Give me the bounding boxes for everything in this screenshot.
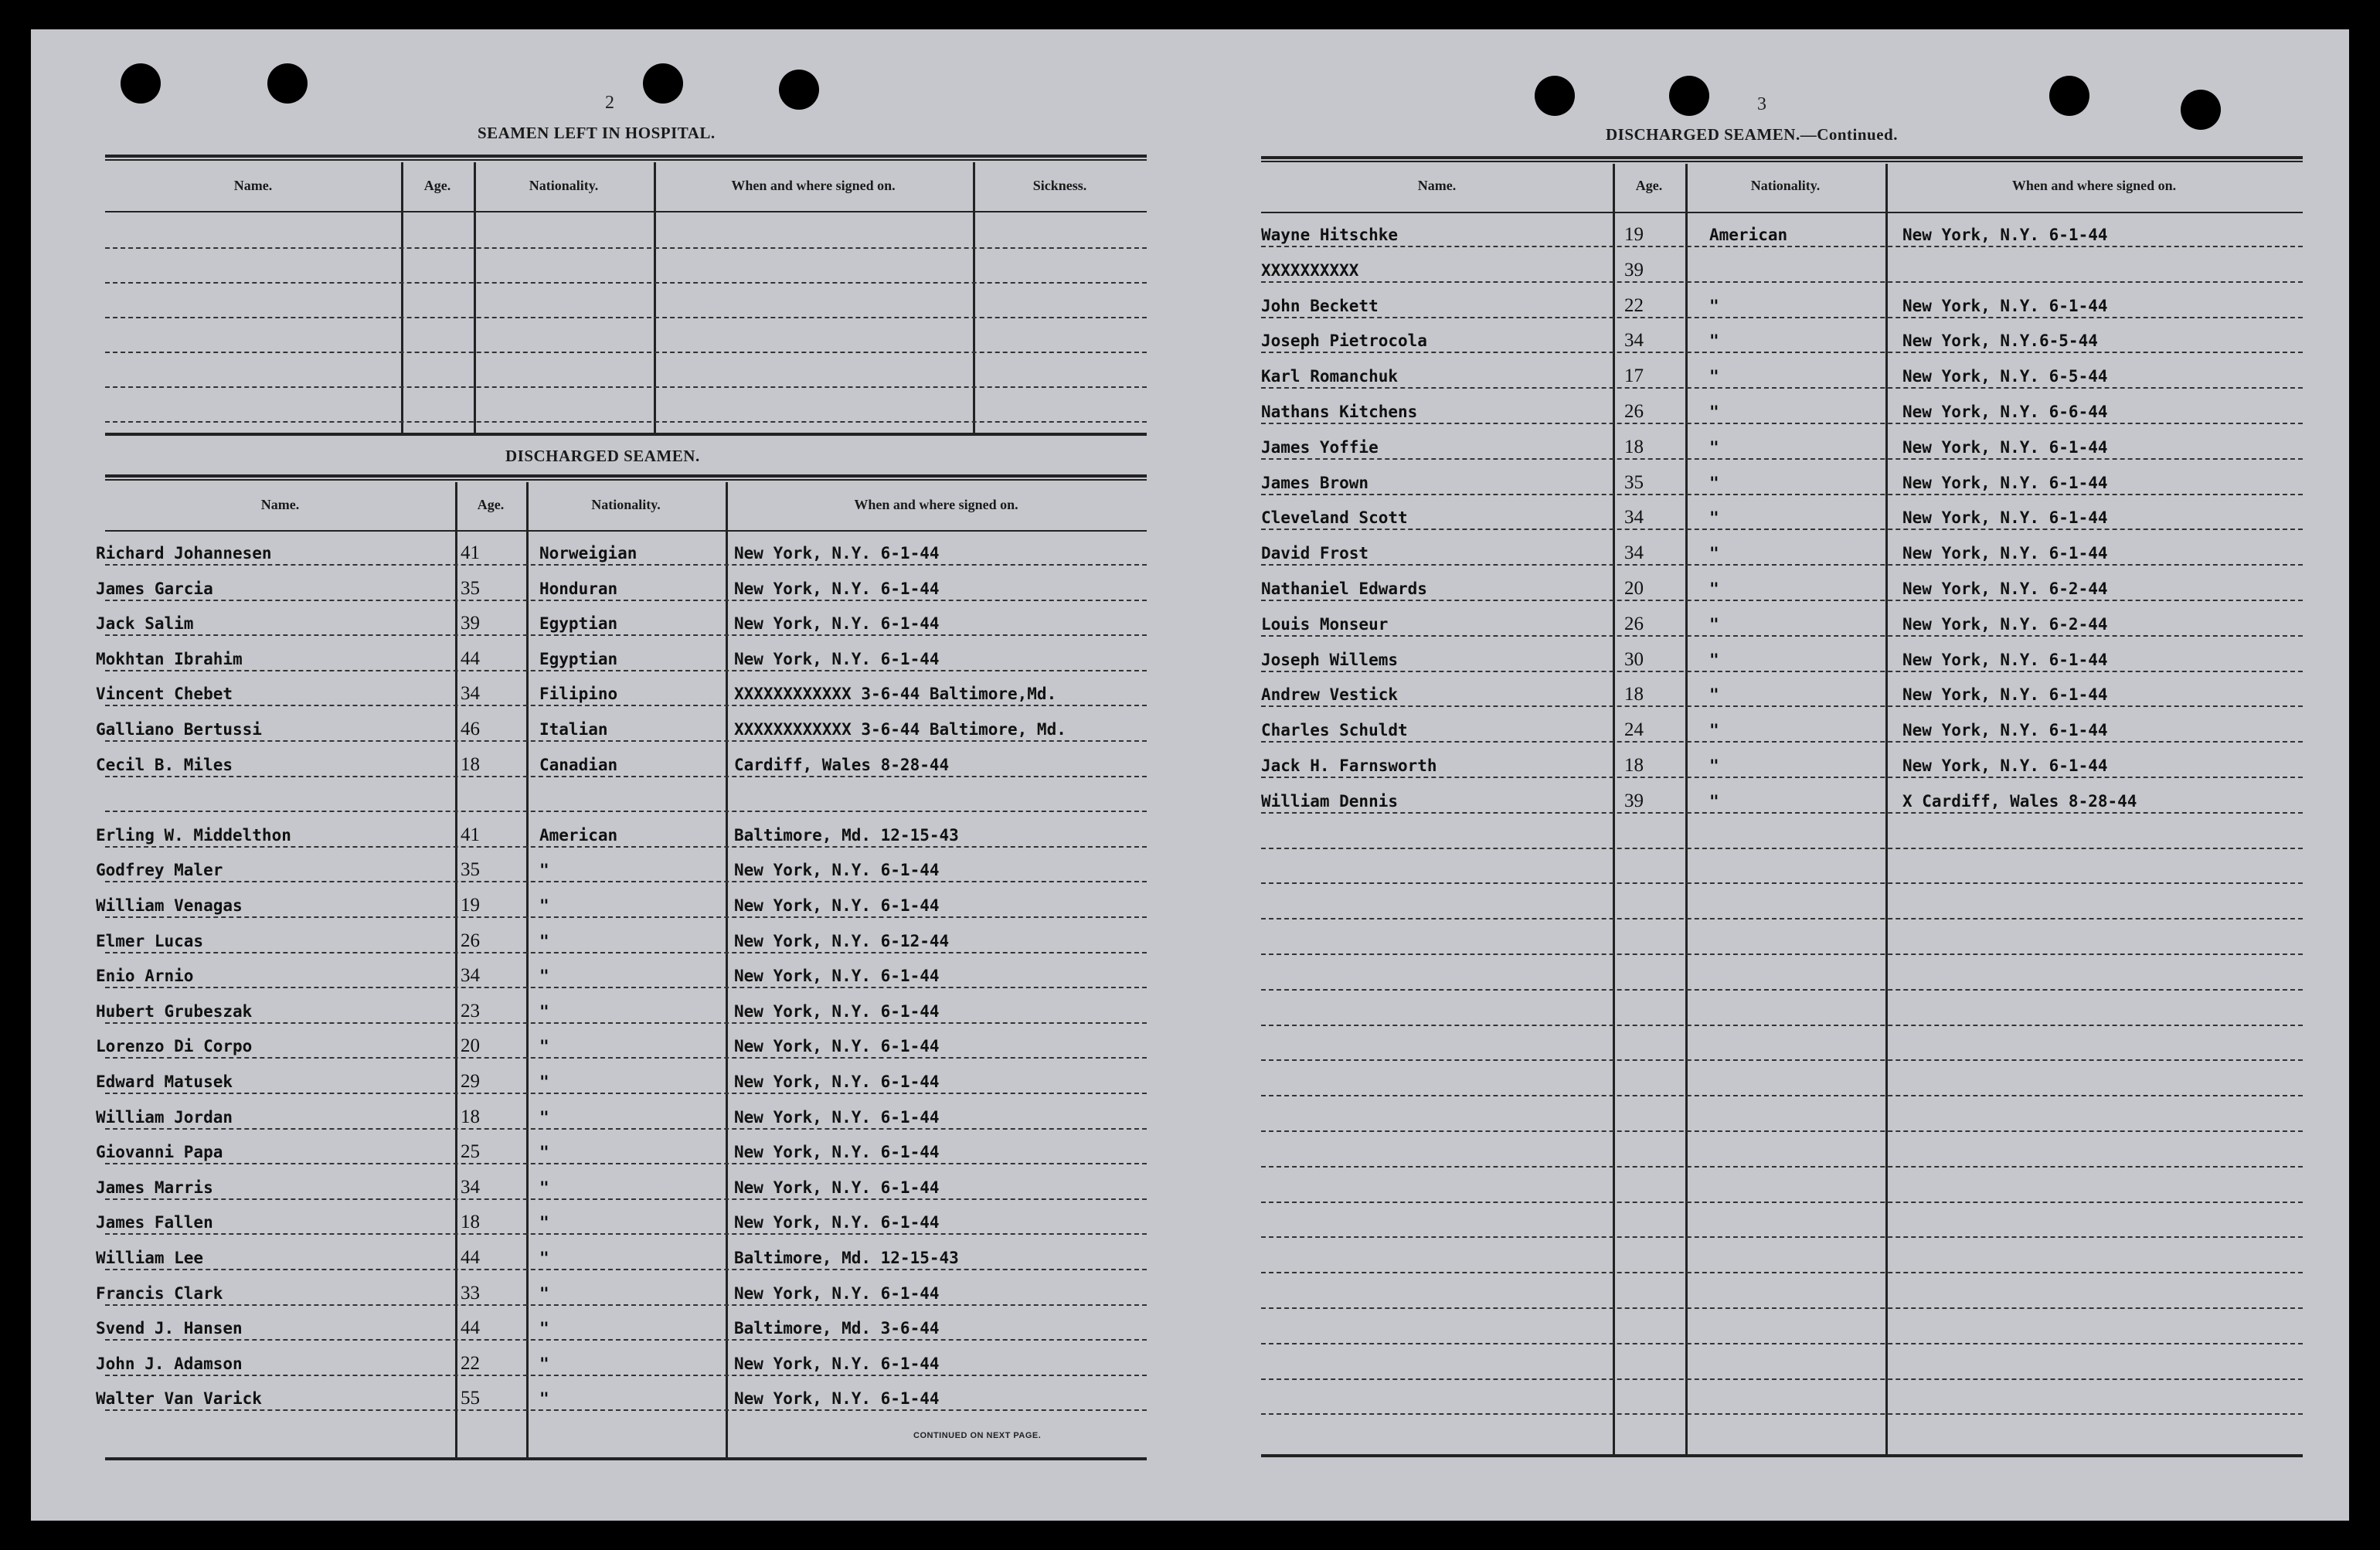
ruled-line [1261,494,2303,495]
ruled-line [105,776,1147,777]
cell-name: Joseph Willems [1261,650,1399,669]
cell-nat: " [1709,544,1719,563]
cell-when: Baltimore, Md. 12-15-43 [734,825,959,845]
cell-nat: " [1709,296,1719,315]
cell-age: 17 [1624,365,1644,387]
ruled-line [1261,1378,2303,1380]
punch-hole [121,63,161,104]
cell-name: Enio Arnio [96,967,194,986]
cell-name: Richard Johannesen [96,544,272,563]
cell-name: Edward Matusek [96,1072,233,1091]
cell-nat: " [539,1389,549,1409]
cell-when: New York, N.Y. 6-1-44 [1902,296,2108,315]
ruled-line [1261,1059,2303,1061]
ruled-line [105,1128,1147,1130]
punch-hole [1669,76,1709,116]
ruled-line [1261,1025,2303,1026]
cell-when: New York, N.Y. 6-1-44 [734,1213,940,1232]
col-header-nationality: Nationality. [591,497,661,512]
cell-name: Cleveland Scott [1261,508,1408,528]
cell-when: New York, N.Y. 6-1-44 [734,1178,940,1197]
cell-nat: Canadian [539,755,618,774]
cell-age: 22 [461,1352,480,1374]
cell-age: 29 [461,1071,480,1092]
cell-age: 39 [1624,259,1644,280]
cell-when: XXXXXXXXXXXX 3-6-44 Baltimore, Md. [734,720,1066,739]
cell-name: William Jordan [96,1107,233,1127]
cell-nat: " [539,861,549,880]
rule [1261,161,2303,162]
ruled-line [105,600,1147,601]
cell-age: 35 [461,859,480,881]
cell-nat: American [539,825,618,845]
cell-when: New York, N.Y. 6-1-44 [1902,226,2108,244]
cell-when: New York, N.Y. 6-1-44 [734,1389,940,1409]
cell-age: 19 [461,895,480,916]
ruled-line [105,1057,1147,1059]
ruled-line [105,1198,1147,1200]
cell-name: Hubert Grubeszak [96,1001,253,1021]
cell-name: XXXXXXXXXX [1261,260,1359,280]
cell-nat: " [1709,756,1719,775]
ruled-line [105,1093,1147,1094]
column-divider [1885,164,1888,1456]
ruled-line [1261,918,2303,919]
col-header-age: Age. [423,178,451,193]
rule [105,474,1147,478]
cell-age: 44 [461,1247,480,1268]
cell-nat: " [539,1107,549,1127]
cell-nat: Egyptian [539,649,618,668]
rule [1261,156,2303,159]
cell-name: Giovanni Papa [96,1143,223,1162]
hospital-section-title: SEAMEN LEFT IN HOSPITAL. [478,124,716,142]
cell-when: New York, N.Y.6-5-44 [1902,331,2098,351]
cell-when: New York, N.Y. 6-1-44 [1902,437,2108,457]
column-divider [474,162,476,433]
cell-when: New York, N.Y. 6-1-44 [734,1354,940,1373]
ruled-line [1261,882,2303,884]
ruled-line [1261,1272,2303,1273]
ruled-line [1261,281,2303,283]
cell-when: New York, N.Y. 6-1-44 [1902,721,2108,740]
cell-age: 26 [1624,401,1644,422]
cell-name: Godfrey Maler [96,861,223,880]
cell-nat: " [539,931,549,950]
ruled-line [105,952,1147,953]
punch-hole [2049,76,2089,116]
cell-name: Charles Schuldt [1261,721,1408,740]
cell-name: Mokhtan Ibrahim [96,649,243,668]
cell-nat: " [539,1037,549,1056]
ruled-line [105,670,1147,671]
continued-note: CONTINUED ON NEXT PAGE. [913,1431,1042,1440]
ruled-line [105,317,1147,318]
cell-nat: " [1709,721,1719,740]
ruled-line [105,740,1147,742]
rule [105,1457,1147,1460]
cell-when: New York, N.Y. 6-2-44 [1902,580,2108,598]
cell-age: 22 [1624,294,1644,316]
cell-name: Nathaniel Edwards [1261,580,1427,598]
cell-age: 33 [461,1282,480,1304]
cell-nat: " [539,1072,549,1091]
cell-nat: " [539,1249,549,1267]
cell-when: New York, N.Y. 6-1-44 [734,614,940,634]
discharged-continued-title: DISCHARGED SEAMEN.—Continued. [1606,125,1898,144]
cell-nat: Egyptian [539,614,618,634]
cell-when: New York, N.Y. 6-1-44 [734,861,940,880]
ruled-line [1261,777,2303,778]
cell-name: William Lee [96,1249,204,1267]
ruled-line [105,1375,1147,1376]
cell-age: 41 [461,542,480,563]
rule [1261,212,2303,213]
cell-name: Wayne Hitschke [1261,226,1399,244]
ruled-line [105,811,1147,812]
ruled-line [105,1304,1147,1306]
cell-nat: " [1709,685,1719,705]
col-header-name: Name. [233,178,273,193]
cell-name: Svend J. Hansen [96,1319,243,1338]
document-sheet [31,29,2349,1521]
cell-nat: Norweigian [539,544,638,563]
cell-age: 44 [461,1317,480,1339]
cell-age: 41 [461,824,480,845]
cell-age: 35 [1624,471,1644,493]
column-divider [401,162,403,433]
cell-nat: " [539,1319,549,1338]
col-header-nationality: Nationality. [529,178,599,193]
cell-when: New York, N.Y. 6-1-44 [1902,756,2108,775]
cell-age: 34 [1624,507,1644,529]
rule [105,211,1147,212]
ruled-line [105,705,1147,706]
cell-name: Vincent Chebet [96,685,233,704]
cell-name: Nathans Kitchens [1261,403,1418,421]
ruled-line [1261,705,2303,707]
column-divider [973,162,975,433]
cell-nat: " [539,1001,549,1021]
cell-nat: " [1709,331,1719,351]
cell-name: Lorenzo Di Corpo [96,1037,253,1056]
cell-name: James Brown [1261,473,1369,492]
cell-nat: " [539,1213,549,1232]
cell-name: James Yoffie [1261,437,1379,457]
ruled-line [105,282,1147,284]
ruled-line [105,1339,1147,1341]
col-header-signed-on: When and where signed on. [731,178,896,193]
cell-name: William Venagas [96,896,243,915]
cell-nat: " [1709,791,1719,811]
ruled-line [105,247,1147,249]
ruled-line [105,846,1147,848]
cell-name: Galliano Bertussi [96,720,262,739]
ruled-line [1261,352,2303,353]
cell-when: New York, N.Y. 6-1-44 [734,1001,940,1021]
ruled-line [105,1163,1147,1164]
column-divider [1613,164,1615,1456]
rule [105,155,1147,158]
ruled-line [1261,317,2303,318]
cell-nat: " [539,967,549,986]
ruled-line [1261,564,2303,566]
ruled-line [1261,1166,2303,1168]
cell-when: New York, N.Y. 6-1-44 [734,1143,940,1162]
ruled-line [1261,1236,2303,1238]
cell-age: 25 [461,1141,480,1163]
column-divider [526,482,529,1460]
cell-when: Baltimore, Md. 12-15-43 [734,1249,959,1267]
cell-nat: " [1709,508,1719,528]
ruled-line [1261,635,2303,637]
cell-age: 30 [1624,648,1644,670]
ruled-line [1261,1095,2303,1096]
ruled-line [1261,246,2303,247]
cell-when: New York, N.Y. 6-1-44 [1902,650,2108,669]
rule [105,433,1147,436]
cell-when: New York, N.Y. 6-1-44 [734,579,940,598]
ruled-line [1261,671,2303,672]
cell-age: 18 [461,753,480,775]
ruled-line [105,1409,1147,1411]
ruled-line [1261,423,2303,424]
cell-age: 55 [461,1388,480,1409]
cell-age: 34 [1624,330,1644,352]
ruled-line [105,386,1147,388]
cell-when: New York, N.Y. 6-1-44 [1902,685,2108,705]
cell-name: Jack H. Farnsworth [1261,756,1437,775]
cell-when: X Cardiff, Wales 8-28-44 [1902,791,2137,811]
cell-age: 18 [1624,755,1644,776]
cell-name: Andrew Vestick [1261,685,1399,705]
cell-nat: " [1709,403,1719,421]
ruled-line [1261,741,2303,743]
rule [105,530,1147,532]
cell-age: 34 [461,683,480,705]
cell-when: New York, N.Y. 6-5-44 [1902,367,2108,386]
cell-when: New York, N.Y. 6-1-44 [734,967,940,986]
column-divider [654,162,656,433]
discharged-section-title: DISCHARGED SEAMEN. [505,447,700,465]
ruled-line [1261,1130,2303,1132]
column-divider [726,482,728,1460]
cell-age: 39 [461,613,480,634]
cell-when: New York, N.Y. 6-6-44 [1902,403,2108,421]
punch-hole [2181,90,2221,130]
column-divider [1685,164,1688,1456]
cell-nat: " [1709,367,1719,386]
cell-age: 34 [1624,542,1644,564]
cell-name: Joseph Pietrocola [1261,331,1427,351]
col-header-sickness: Sickness. [1032,178,1087,193]
cell-age: 20 [461,1035,480,1057]
cell-name: James Marris [96,1178,213,1197]
cell-nat: Honduran [539,579,618,598]
cell-when: New York, N.Y. 6-1-44 [734,896,940,915]
punch-hole [779,70,819,110]
cell-when: New York, N.Y. 6-1-44 [734,544,940,563]
col-header-name: Name. [260,497,300,512]
punch-hole [643,63,683,104]
cell-when: Baltimore, Md. 3-6-44 [734,1319,940,1338]
ruled-line [1261,458,2303,460]
ruled-line [1261,1343,2303,1344]
ruled-line [105,564,1147,566]
punch-hole [267,63,308,104]
col-header-age: Age. [1635,178,1663,193]
ruled-line [105,1269,1147,1270]
cell-nat: " [539,1283,549,1303]
cell-age: 18 [461,1212,480,1233]
cell-nat: " [539,1178,549,1197]
cell-age: 46 [461,719,480,739]
cell-when: New York, N.Y. 6-1-44 [734,1072,940,1091]
cell-when: New York, N.Y. 6-2-44 [1902,614,2108,634]
cell-age: 39 [1624,790,1644,811]
cell-when: XXXXXXXXXXXX 3-6-44 Baltimore,Md. [734,685,1057,704]
cell-age: 35 [461,577,480,599]
cell-nat: " [1709,437,1719,457]
cell-nat: American [1709,226,1788,244]
ruled-line [1261,1202,2303,1203]
cell-name: James Fallen [96,1213,213,1232]
ruled-line [105,1233,1147,1235]
col-header-signed-on: When and where signed on. [854,497,1018,512]
ruled-line [1261,529,2303,530]
cell-name: David Frost [1261,544,1369,563]
cell-name: Erling W. Middelthon [96,825,291,845]
ruled-line [1261,600,2303,601]
cell-when: New York, N.Y. 6-1-44 [1902,508,2108,528]
ruled-line [1261,1413,2303,1415]
rule [105,479,1147,481]
ruled-line [105,634,1147,636]
rule [105,159,1147,161]
cell-when: New York, N.Y. 6-1-44 [1902,544,2108,563]
cell-nat: " [1709,580,1719,598]
cell-name: Cecil B. Miles [96,755,233,774]
punch-hole [1535,76,1575,116]
col-header-signed-on: When and where signed on. [2011,178,2177,193]
cell-age: 34 [461,1176,480,1198]
col-header-name: Name. [1417,178,1457,193]
cell-name: John J. Adamson [96,1354,243,1373]
ruled-line [105,1022,1147,1024]
cell-name: John Beckett [1261,296,1379,315]
col-header-age: Age. [477,497,505,512]
cell-age: 26 [1624,613,1644,634]
cell-name: Louis Monseur [1261,614,1389,634]
cell-when: New York, N.Y. 6-1-44 [734,1283,940,1303]
rule [1261,1454,2303,1457]
ruled-line [1261,848,2303,849]
cell-age: 23 [461,1000,480,1021]
ruled-line [1261,812,2303,814]
ruled-line [105,881,1147,882]
cell-name: Walter Van Varick [96,1389,262,1409]
ruled-line [105,421,1147,423]
cell-when: New York, N.Y. 6-1-44 [734,649,940,668]
ruled-line [1261,989,2303,991]
col-header-nationality: Nationality. [1750,178,1821,193]
cell-age: 34 [461,965,480,987]
ruled-line [105,352,1147,353]
column-divider [455,482,457,1460]
cell-age: 26 [461,930,480,951]
cell-age: 24 [1624,719,1644,741]
cell-nat: " [539,1143,549,1162]
cell-when: New York, N.Y. 6-1-44 [734,1037,940,1056]
ruled-line [1261,1307,2303,1309]
cell-age: 18 [1624,684,1644,705]
cell-nat: " [539,896,549,915]
cell-nat: " [1709,614,1719,634]
cell-nat: Italian [539,720,608,739]
cell-name: Elmer Lucas [96,931,204,950]
cell-name: William Dennis [1261,791,1399,811]
page-number-right: 3 [1757,94,1766,114]
cell-age: 44 [461,648,480,669]
cell-age: 18 [1624,436,1644,457]
cell-nat: " [1709,650,1719,669]
cell-nat: " [539,1354,549,1373]
cell-age: 20 [1624,578,1644,599]
cell-name: Karl Romanchuk [1261,367,1399,386]
cell-name: James Garcia [96,579,213,598]
cell-name: Francis Clark [96,1283,223,1303]
cell-when: Cardiff, Wales 8-28-44 [734,755,950,774]
page-number-left: 2 [605,93,614,113]
cell-nat: " [1709,473,1719,492]
cell-nat: Filipino [539,685,618,704]
cell-when: New York, N.Y. 6-1-44 [1902,473,2108,492]
ruled-line [105,987,1147,988]
ruled-line [105,916,1147,918]
cell-name: Jack Salim [96,614,194,634]
ruled-line [1261,387,2303,389]
cell-when: New York, N.Y. 6-1-44 [734,1107,940,1127]
cell-age: 18 [461,1106,480,1127]
cell-when: New York, N.Y. 6-12-44 [734,931,950,950]
cell-age: 19 [1624,224,1644,245]
ruled-line [1261,953,2303,955]
